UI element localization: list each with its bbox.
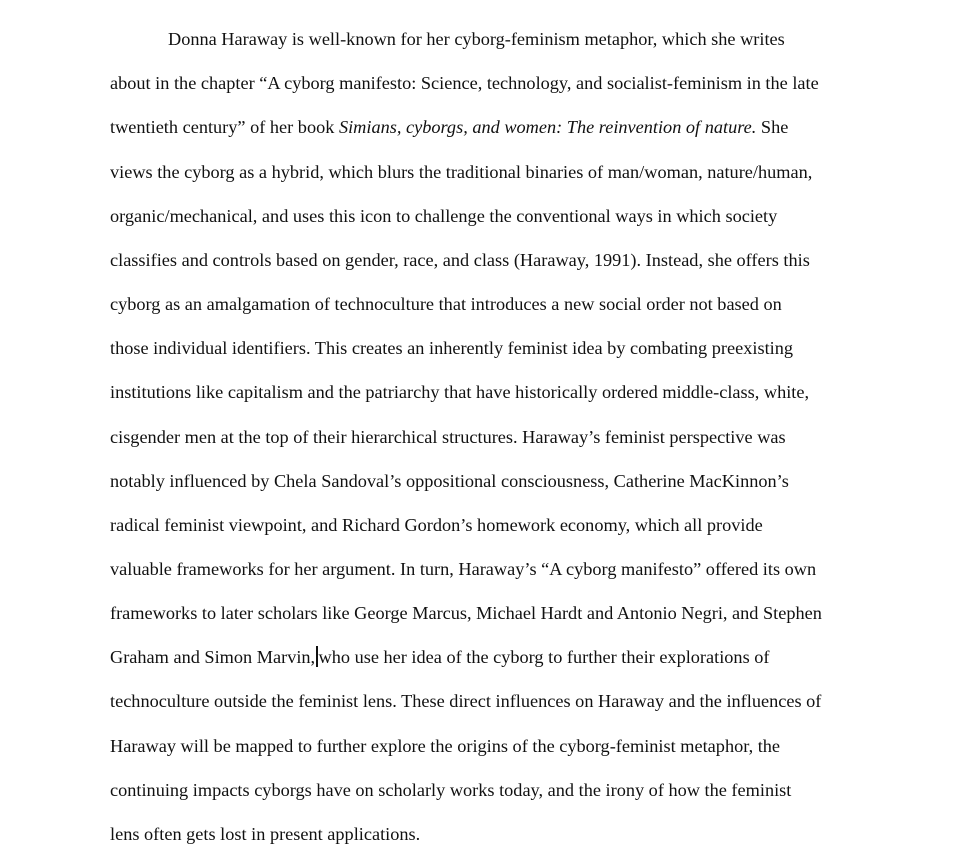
text-line-19: lens often gets lost in present applications. (110, 824, 421, 844)
text-line-5: organic/mechanical, and uses this icon to challenge the conventional ways in which society (110, 206, 778, 226)
text-line-17: Haraway will be mapped to further explore the origins of the cyborg-feminist metaphor, the (110, 736, 781, 756)
text-line-4: views the cyborg as a hybrid, which blurs the traditional binaries of man/woman, nature/human, (110, 162, 813, 182)
text-line-14: frameworks to later scholars like George Marcus, Michael Hardt and Antonio Negri, and Stephen (110, 603, 822, 623)
book-title-italic: Simians, cyborgs, and women: The reinvention of nature. (338, 117, 757, 137)
text-line-8: those individual identifiers. This creates an inherently feminist idea by combating preexisting (110, 338, 794, 358)
text-line-15 (110, 646, 770, 668)
text-line-13: valuable frameworks for her argument. In turn, Haraway’s “A cyborg manifesto” offered its own (110, 559, 817, 579)
text-line-15-before-cursor: Graham and Simon Marvin, (110, 647, 316, 667)
text-line-11: notably influenced by Chela Sandoval’s oppositional consciousness, Catherine MacKinnon’s (110, 471, 789, 491)
text-line-2: about in the chapter “A cyborg manifesto: Science, technology, and socialist-feminism in the late (110, 73, 819, 93)
text-line-6: classifies and controls based on gender, race, and class (Haraway, 1991). Instead, she offers this (110, 250, 810, 270)
text-cursor (316, 646, 317, 667)
text-line-3-pre: twentieth century” of her book (110, 117, 339, 137)
text-line-10: cisgender men at the top of their hierarchical structures. Haraway’s feminist perspective was (110, 427, 786, 447)
text-line-15-after-cursor: who use her idea of the cyborg to further their explorations of (318, 647, 770, 667)
text-line-1: Donna Haraway is well-known for her cyborg-feminism metaphor, which she writes (168, 29, 785, 49)
text-line-16: technoculture outside the feminist lens. These direct influences on Haraway and the influences of (110, 691, 822, 711)
text-line-7: cyborg as an amalgamation of technoculture that introduces a new social order not based on (110, 294, 782, 314)
text-line-3-post: She (756, 117, 789, 137)
text-line-3 (110, 116, 788, 138)
text-line-12: radical feminist viewpoint, and Richard Gordon’s homework economy, which all provide (110, 515, 763, 535)
text-line-9: institutions like capitalism and the patriarchy that have historically ordered middle-class, white, (110, 382, 810, 402)
text-line-18: continuing impacts cyborgs have on scholarly works today, and the irony of how the feminist (110, 780, 792, 800)
